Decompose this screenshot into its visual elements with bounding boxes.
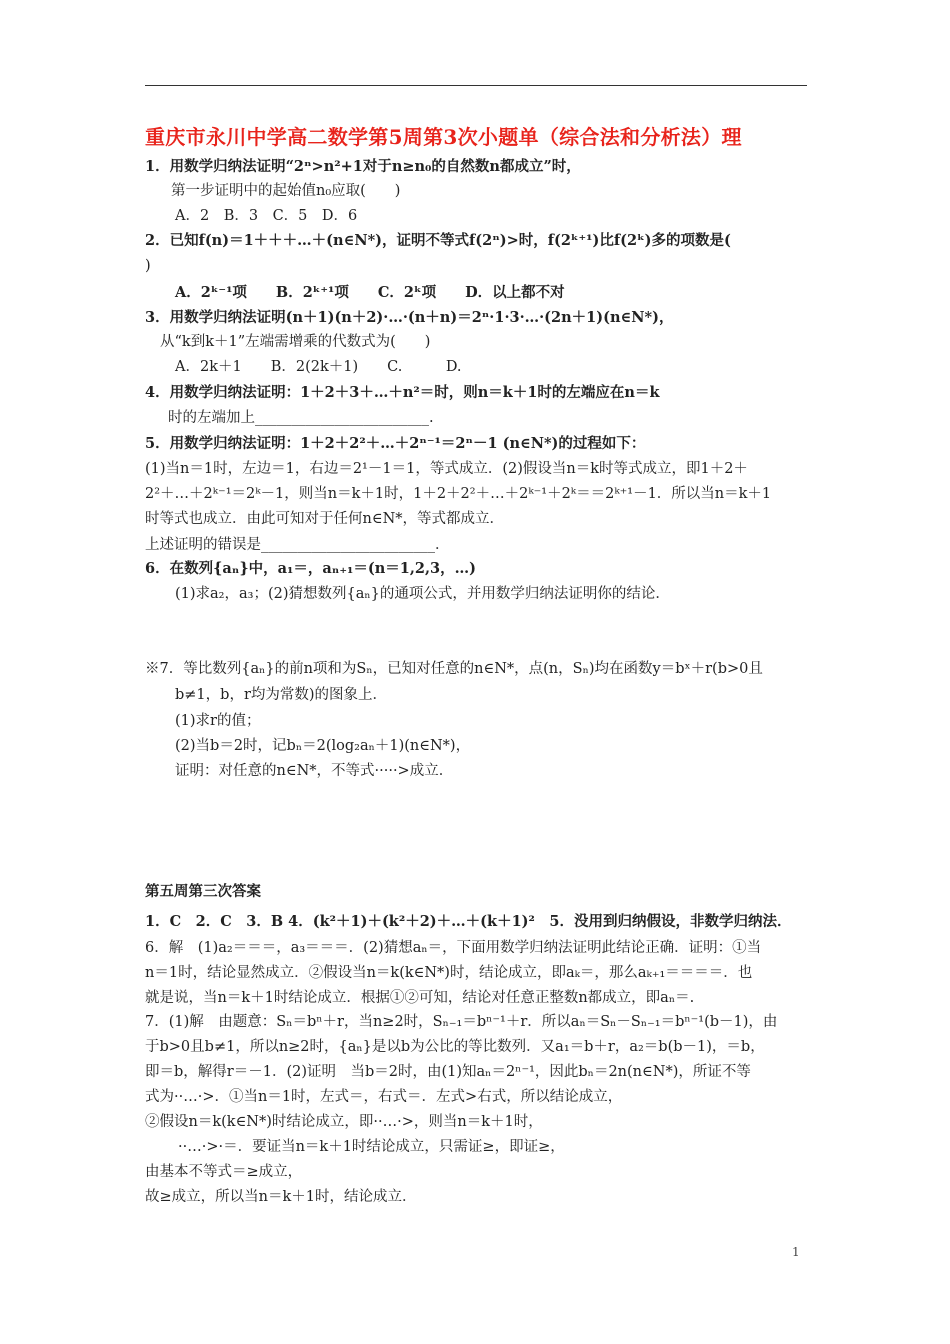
- answer-line: 式为··…·>．①当n＝1时，左式＝，右式＝．左式>右式，所以结论成立，: [145, 1089, 623, 1105]
- top-rule: [145, 85, 807, 86]
- question-4: 4．用数学归纳法证明：1＋2＋3＋…＋n²＝时，则n＝k＋1时的左端应在n＝k: [145, 384, 660, 401]
- answer-line: ②假设n＝k(k∈N*)时结论成立，即··…·>，则当n＝k＋1时，: [145, 1114, 543, 1130]
- question-2-options: A．2ᵏ⁻¹项 B．2ᵏ⁺¹项 C．2ᵏ项 D．以上都不对: [175, 284, 565, 301]
- question-6-line-2: (1)求a₂，a₃；(2)猜想数列{aₙ}的通项公式，并用数学归纳法证明你的结论．: [175, 586, 670, 602]
- answer-line: 即＝b，解得r＝－1．(2)证明 当b＝2时，由(1)知aₙ＝2ⁿ⁻¹，因此bₙ＝2n(n∈N*)，所证不等: [145, 1064, 751, 1080]
- answer-line: 7．(1)解 由题意：Sₙ＝bⁿ＋r，当n≥2时，Sₙ₋₁＝bⁿ⁻¹＋r．所以aₙ＝Sₙ－Sₙ₋₁＝bⁿ⁻¹(b－1)，由: [145, 1014, 778, 1030]
- answer-line: 故≥成立，所以当n＝k＋1时，结论成立．: [145, 1189, 417, 1205]
- question-5: 5．用数学归纳法证明：1＋2＋2²＋…＋2ⁿ⁻¹＝2ⁿ－1 (n∈N*)的过程如下：: [145, 435, 646, 452]
- question-6: 6．在数列{aₙ}中，a₁＝，aₙ₊₁＝(n＝1,2,3，…): [145, 560, 476, 577]
- question-5-line-4: 时等式也成立．由此可知对于任何n∈N*，等式都成立．: [145, 511, 505, 527]
- question-7-part-1: (1)求r的值；: [175, 713, 261, 729]
- page-number: 1: [792, 1245, 800, 1259]
- answer-line: 于b>0且b≠1，所以n≥2时，{aₙ}是以b为公比的等比数列．又a₁＝b＋r，a₂＝b(b－1)，＝b，: [145, 1039, 765, 1055]
- question-5-line-3: 2²＋…＋2ᵏ⁻¹＝2ᵏ－1，则当n＝k＋1时，1＋2＋2²＋…＋2ᵏ⁻¹＋2ᵏ＝＝2ᵏ⁺¹－1．所以当n＝k＋1: [145, 486, 772, 502]
- question-7-part-2-proof: 证明：对任意的n∈N*，不等式·····>成立．: [175, 763, 454, 779]
- question-1: 1．用数学归纳法证明“2ⁿ>n²+1对于n≥n₀的自然数n都成立”时，: [145, 158, 581, 175]
- answer-line: 就是说，当n＝k＋1时结论成立．根据①②可知，结论对任意正整数n都成立，即aₙ＝.: [145, 990, 695, 1006]
- question-2-line-2: ): [145, 258, 151, 274]
- answers-heading: 第五周第三次答案: [145, 883, 261, 900]
- question-5-line-5: 上述证明的错误是________________________．: [145, 537, 450, 553]
- question-5-line-2: (1)当n＝1时，左边＝1，右边＝2¹－1＝1，等式成立．(2)假设当n＝k时等式成立，即1＋2＋: [145, 461, 748, 477]
- answer-line: n＝1时，结论显然成立．②假设当n＝k(k∈N*)时，结论成立，即aₖ＝，那么aₖ₊₁＝＝＝＝．也: [145, 965, 753, 981]
- answer-line: ··…·>·＝．要证当n＝k＋1时结论成立，只需证≥，即证≥，: [178, 1139, 565, 1155]
- question-1-line-2: 第一步证明中的起始值n₀应取( ): [171, 183, 401, 199]
- question-3: 3．用数学归纳法证明(n＋1)(n＋2)·…·(n＋n)＝2ⁿ·1·3·…·(2n＋1)(n∈N*)，: [145, 309, 674, 326]
- question-7-line-2: b≠1，b，r均为常数)的图象上．: [175, 687, 388, 703]
- answer-line: 由基本不等式＝≥成立，: [145, 1164, 303, 1180]
- question-2: 2．已知f(n)＝1＋＋＋…＋(n∈N*)，证明不等式f(2ⁿ)>时，f(2ᵏ⁺¹)比f(2ᵏ)多的项数是(: [145, 232, 731, 249]
- answer-line: 6．解 (1)a₂＝＝＝，a₃＝＝＝．(2)猜想aₙ＝，下面用数学归纳法证明此结论正确．证明：①当: [145, 940, 762, 956]
- question-4-line-2: 时的左端加上________________________.: [168, 410, 434, 426]
- question-1-options: A．2 B．3 C．5 D．6: [175, 208, 358, 224]
- question-3-line-2: 从“k到k＋1”左端需增乘的代数式为( ): [160, 334, 431, 350]
- page-title: 重庆市永川中学高二数学第5周第3次小题单（综合法和分析法）理: [145, 125, 742, 149]
- answer-line: 1．C 2．C 3．B 4．(k²＋1)＋(k²＋2)＋…＋(k＋1)² 5．没用到归纳假设，非数学归纳法．: [145, 913, 792, 930]
- question-7-part-2: (2)当b＝2时，记bₙ＝2(log₂aₙ＋1)(n∈N*)，: [175, 738, 471, 754]
- question-3-options: A．2k＋1 B．2(2k＋1) C. D.: [175, 359, 462, 375]
- question-7: ※7．等比数列{aₙ}的前n项和为Sₙ，已知对任意的n∈N*，点(n，Sₙ)均在函数y＝bˣ＋r(b>0且: [145, 661, 763, 677]
